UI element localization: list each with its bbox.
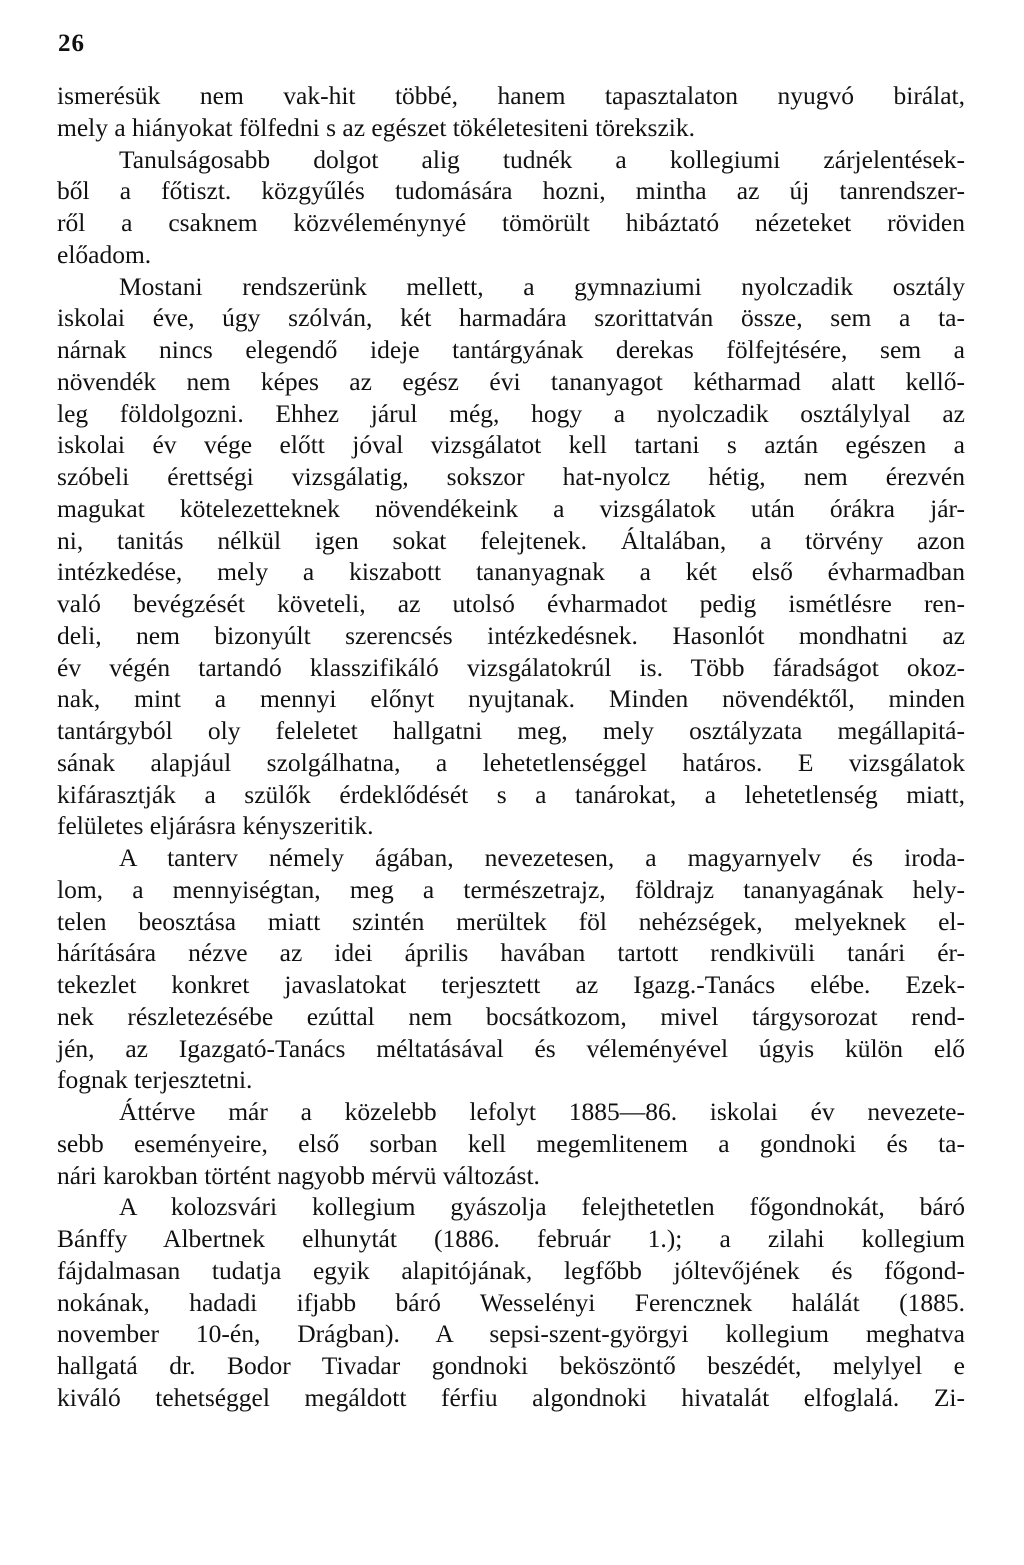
- page-number: 26: [58, 30, 85, 57]
- text-line: való bevégzését követeli, az utolsó évharmadot pedig ismétlésre ren-: [57, 589, 965, 618]
- text-line: kiváló tehetséggel megáldott férfiu algondnoki hivatalát elfoglalá. Zi-: [57, 1382, 965, 1412]
- text-line: kifárasztják a szülők érdeklődését s a tanárokat, a lehetetlenség miatt,: [57, 779, 965, 809]
- text-line: nárnak nincs elegendő ideje tantárgyának derekas fölfejtésére, sem a: [57, 335, 965, 364]
- text-line: magukat kötelezetteknek növendékeink a vizsgálatok után órákra jár-: [57, 493, 965, 523]
- text-line: sának alapjául szolgálhatna, a lehetetlenséggel határos. E vizsgálatok: [57, 747, 965, 777]
- text-line: fájdalmasan tudatja egyik alapitójának, legfőbb jóltevőjének és főgond-: [57, 1255, 965, 1285]
- text-line: telen beosztása miatt szintén merültek föl nehézségek, melyeknek el-: [57, 906, 965, 936]
- text-line: növendék nem képes az egész évi tananyagot kétharmad alatt kellő-: [57, 366, 965, 396]
- body-text: [57, 80, 965, 1414]
- text-line: fognak terjesztetni.: [57, 1065, 253, 1095]
- text-line: tantárgyból oly feleletet hallgatni meg, mely osztályzata megállapitá-: [57, 716, 965, 745]
- text-line: nári karokban történt nagyobb mérvü változást.: [57, 1160, 540, 1190]
- text-line: ről a csaknem közvéleménynyé tömörült hibáztató nézeteket röviden: [57, 208, 965, 237]
- text-line: jén, az Igazgató-Tanács méltatásával és véleményével úgyis külön elő: [57, 1033, 965, 1063]
- text-line: A tanterv némely ágában, nevezetesen, a magyarnyelv és iroda-: [119, 843, 965, 872]
- text-line: A kolozsvári kollegium gyászolja felejthetetlen főgondnokát, báró: [119, 1192, 965, 1222]
- text-line: sebb eseményeire, első sorban kell megemlitenem a gondnoki és ta-: [57, 1128, 965, 1158]
- text-line: előadom.: [57, 239, 152, 269]
- text-line: deli, nem bizonyúlt szerencsés intézkedésnek. Hasonlót mondhatni az: [57, 620, 965, 650]
- text-line: november 10-én, Drágban). A sepsi-szent-györgyi kollegium meghatva: [57, 1319, 965, 1349]
- text-line: hallgatá dr. Bodor Tivadar gondnoki beköszöntő beszédét, melylyel e: [57, 1351, 965, 1380]
- text-line: Áttérve már a közelebb lefolyt 1885—86. iskolai év nevezete-: [119, 1097, 965, 1126]
- text-line: ből a főtiszt. közgyűlés tudomására hozni, mintha az új tanrendszer-: [57, 176, 965, 206]
- text-line: tekezlet konkret javaslatokat terjesztett az Igazg.-Tanács elébe. Ezek-: [57, 970, 965, 999]
- text-line: leg földolgozni. Ehhez járul még, hogy a nyolczadik osztálylyal az: [57, 398, 965, 428]
- text-line: Tanulságosabb dolgot alig tudnék a kollegiumi zárjelentések-: [119, 144, 965, 174]
- text-line: intézkedése, mely a kiszabott tananyagnak a két első évharmadban: [57, 557, 965, 587]
- text-line: nek részletezésébe ezúttal nem bocsátkozom, mivel tárgysorozat rend-: [57, 1001, 965, 1031]
- text-line: Bánffy Albertnek elhunytát (1886. február 1.); a zilahi kollegium: [57, 1224, 965, 1253]
- text-line: nak, mint a mennyi előnyt nyujtanak. Minden növendéktől, minden: [57, 684, 965, 714]
- text-line: hárítására nézve az idei április havában tartott rendkivüli tanári ér-: [57, 938, 965, 968]
- text-line: Mostani rendszerünk mellett, a gymnaziumi nyolczadik osztály: [119, 271, 965, 301]
- text-line: iskolai éve, úgy szólván, két harmadára szorittatván össze, sem a ta-: [57, 303, 965, 333]
- text-line: ni, tanitás nélkül igen sokat felejtenek. Általában, a törvény azon: [57, 525, 965, 555]
- text-line: iskolai év vége előtt jóval vizsgálatot kell tartani s aztán egészen a: [57, 430, 965, 460]
- text-line: ismerésük nem vak-hit többé, hanem tapasztalaton nyugvó birálat,: [57, 81, 965, 110]
- text-line: év végén tartandó klasszifikáló vizsgálatokrúl is. Több fáradságot okoz-: [57, 652, 965, 682]
- text-line: szóbeli érettségi vizsgálatig, sokszor hat-nyolcz hétig, nem érezvén: [57, 462, 965, 491]
- text-line: nokának, hadadi ifjabb báró Wesselényi Ferencznek halálát (1885.: [57, 1287, 965, 1317]
- text-line: mely a hiányokat fölfedni s az egészet tökéletesiteni törekszik.: [57, 112, 695, 142]
- text-line: lom, a mennyiségtan, meg a természetrajz, földrajz tananyagának hely-: [57, 874, 965, 904]
- text-line: felületes eljárásra kényszeritik.: [57, 811, 374, 841]
